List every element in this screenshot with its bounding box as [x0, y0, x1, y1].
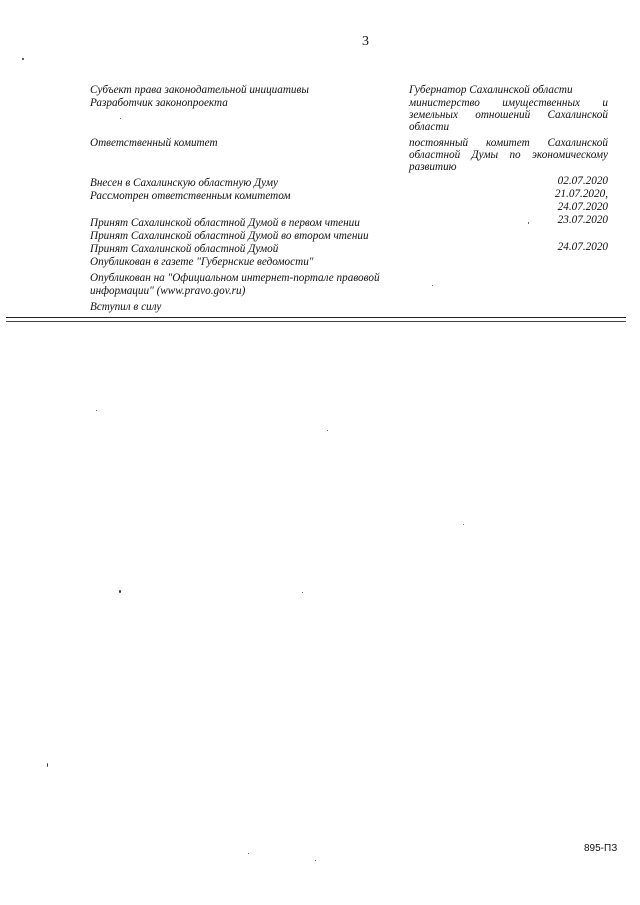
first-reading-label: Принят Сахалинской областной Думой в первом чтении [90, 217, 360, 229]
scan-speck [120, 118, 121, 119]
developer-value-line2: земельных отношений Сахалинской [409, 109, 608, 121]
developer-value-line1: министерство имущественных и [409, 97, 608, 109]
committee-value-line2: областной Думы по экономическому [409, 149, 608, 161]
page-number: 3 [362, 34, 369, 49]
divider-line [6, 317, 626, 318]
subject-value: Губернатор Сахалинской области [409, 84, 573, 96]
adopted-date: 24.07.2020 [557, 241, 608, 253]
scan-speck [47, 763, 48, 767]
scan-speck [463, 524, 464, 525]
committee-label: Ответственный комитет [90, 137, 218, 149]
reviewed-date-1: 21.07.2020, [554, 188, 608, 200]
submitted-label: Внесен в Сахалинскую областную Думу [90, 177, 278, 189]
scan-speck [302, 592, 303, 593]
scan-speck [432, 285, 433, 286]
reviewed-label: Рассмотрен ответственным комитетом [90, 190, 291, 202]
published-portal-line2: информации" (www.pravo.gov.ru) [90, 285, 246, 297]
scan-speck [327, 430, 328, 431]
divider-line-secondary [6, 321, 626, 322]
footer-code: 895-ПЗ [584, 843, 618, 854]
effective-label: Вступил в силу [90, 301, 162, 313]
scan-speck [528, 222, 529, 224]
developer-value-line3: области [409, 121, 450, 133]
scan-speck [119, 590, 121, 593]
second-reading-label: Принят Сахалинской областной Думой во втором чтении [90, 230, 369, 242]
scan-speck [96, 410, 97, 411]
submitted-date: 02.07.2020 [557, 175, 608, 187]
published-portal-line1: Опубликован на "Официальном интернет-портале правовой [90, 272, 380, 284]
subject-label: Субъект права законодательной инициативы [90, 84, 309, 96]
committee-value-line3: развитию [409, 161, 457, 173]
reviewed-date-2: 24.07.2020 [557, 201, 608, 213]
adopted-label: Принят Сахалинской областной Думой [90, 243, 279, 255]
first-reading-date: 23.07.2020 [557, 214, 608, 226]
scan-speck [22, 58, 24, 60]
scan-speck [315, 860, 316, 861]
committee-value-line1: постоянный комитет Сахалинской [409, 137, 608, 149]
scan-speck [248, 853, 249, 854]
developer-label: Разработчик законопроекта [90, 97, 228, 109]
published-newspaper-label: Опубликован в газете "Губернские ведомости" [90, 256, 314, 268]
